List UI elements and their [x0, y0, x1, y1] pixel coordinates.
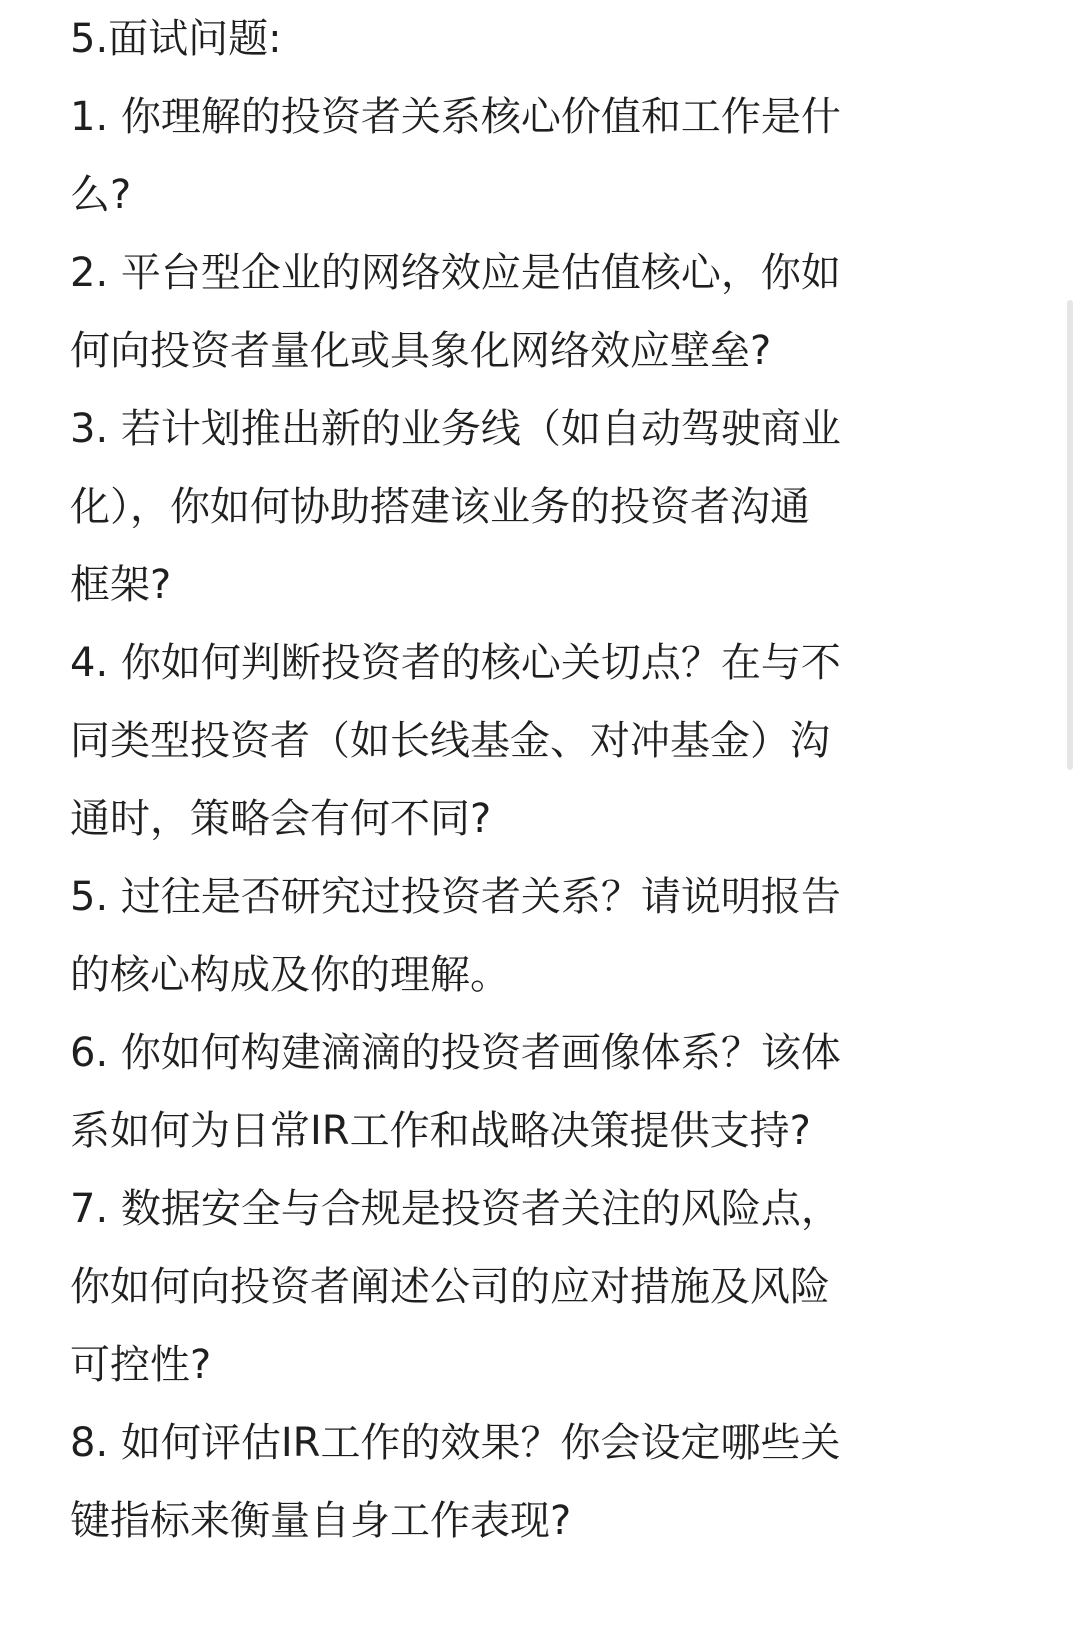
- scrollbar[interactable]: [1067, 300, 1073, 770]
- question-8: 8. 如何评估IR工作的效果？你会设定哪些关 键指标来衡量自身工作表现?: [70, 1420, 841, 1544]
- section-heading: 5.面试问题:: [70, 16, 282, 62]
- question-6: 6. 你如何构建滴滴的投资者画像体系？该体 系如何为日常IR工作和战略决策提供支持?: [70, 1030, 841, 1154]
- question-1: 1. 你理解的投资者关系核心价值和工作是什 么?: [70, 94, 841, 218]
- question-2: 2. 平台型企业的网络效应是估值核心，你如 何向投资者量化或具象化网络效应壁垒?: [70, 250, 841, 374]
- article-body: [70, 0, 950, 1560]
- question-5: 5. 过往是否研究过投资者关系？请说明报告 的核心构成及你的理解。: [70, 874, 841, 998]
- question-3: 3. 若计划推出新的业务线（如自动驾驶商业 化），你如何协助搭建该业务的投资者沟通 框架?: [70, 406, 841, 608]
- question-4: 4. 你如何判断投资者的核心关切点？在与不 同类型投资者（如长线基金、对冲基金）沟 通时，策略会有何不同?: [70, 640, 841, 842]
- question-7: 7. 数据安全与合规是投资者关注的风险点， 你如何向投资者阐述公司的应对措施及风险 可控性?: [70, 1186, 841, 1388]
